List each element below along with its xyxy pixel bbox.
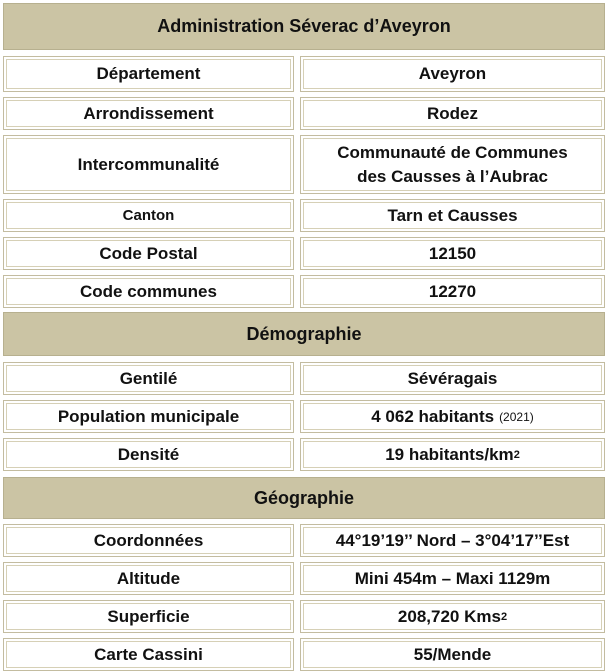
geographie-header: Géographie (3, 477, 605, 519)
superficie-text: 208,720 Kms (397, 606, 501, 626)
densite-value: 19 habitants/km 2 (300, 438, 605, 471)
superficie-row (3, 600, 605, 633)
intercommunalite-label: Intercommunalité (3, 135, 294, 194)
intercommunalite-value-line2: des Causses à l’Aubrac (357, 166, 548, 186)
population-year: (2021) (499, 409, 534, 424)
code-postal-value: 12150 (300, 237, 605, 270)
altitude-value: Mini 454m – Maxi 1129m (300, 562, 605, 595)
coordonnees-label: Coordonnées (3, 524, 294, 557)
code-postal-row (3, 237, 605, 270)
cassini-row (3, 638, 605, 671)
code-communes-row (3, 275, 605, 308)
superficie-label: Superficie (3, 600, 294, 633)
canton-row (3, 199, 605, 232)
population-value (300, 400, 605, 433)
superficie-value: 208,720 Kms 2 (300, 600, 605, 633)
commune-infobox (3, 3, 605, 671)
population-row (3, 400, 605, 433)
gentile-label: Gentilé (3, 362, 294, 395)
demographie-header: Démographie (3, 312, 605, 356)
code-postal-label: Code Postal (3, 237, 294, 270)
population-label: Population municipale (3, 400, 294, 433)
canton-label: Canton (3, 199, 294, 232)
canton-value: Tarn et Causses (300, 199, 605, 232)
altitude-row (3, 562, 605, 595)
cassini-label: Carte Cassini (3, 638, 294, 671)
arrondissement-row (3, 97, 605, 130)
altitude-label: Altitude (3, 562, 294, 595)
arrondissement-value: Rodez (300, 97, 605, 130)
coordonnees-value: 44°19’19’’ Nord – 3°04’17’’Est (300, 524, 605, 557)
densite-label: Densité (3, 438, 294, 471)
departement-value: Aveyron (300, 56, 605, 92)
code-communes-value: 12270 (300, 275, 605, 308)
administration-header: Administration Séverac d’Aveyron (3, 3, 605, 50)
code-communes-label: Code communes (3, 275, 294, 308)
intercommunalite-row (3, 135, 605, 194)
coordonnees-row (3, 524, 605, 557)
departement-label: Département (3, 56, 294, 92)
departement-row (3, 56, 605, 92)
intercommunalite-value (300, 135, 605, 194)
cassini-value: 55/Mende (300, 638, 605, 671)
population-count: 4 062 habitants (371, 406, 495, 426)
gentile-row (3, 362, 605, 395)
intercommunalite-value-line1: Communauté de Communes (337, 142, 568, 162)
densite-row (3, 438, 605, 471)
gentile-value: Sévéragais (300, 362, 605, 395)
densite-text: 19 habitants/km (385, 444, 514, 464)
arrondissement-label: Arrondissement (3, 97, 294, 130)
